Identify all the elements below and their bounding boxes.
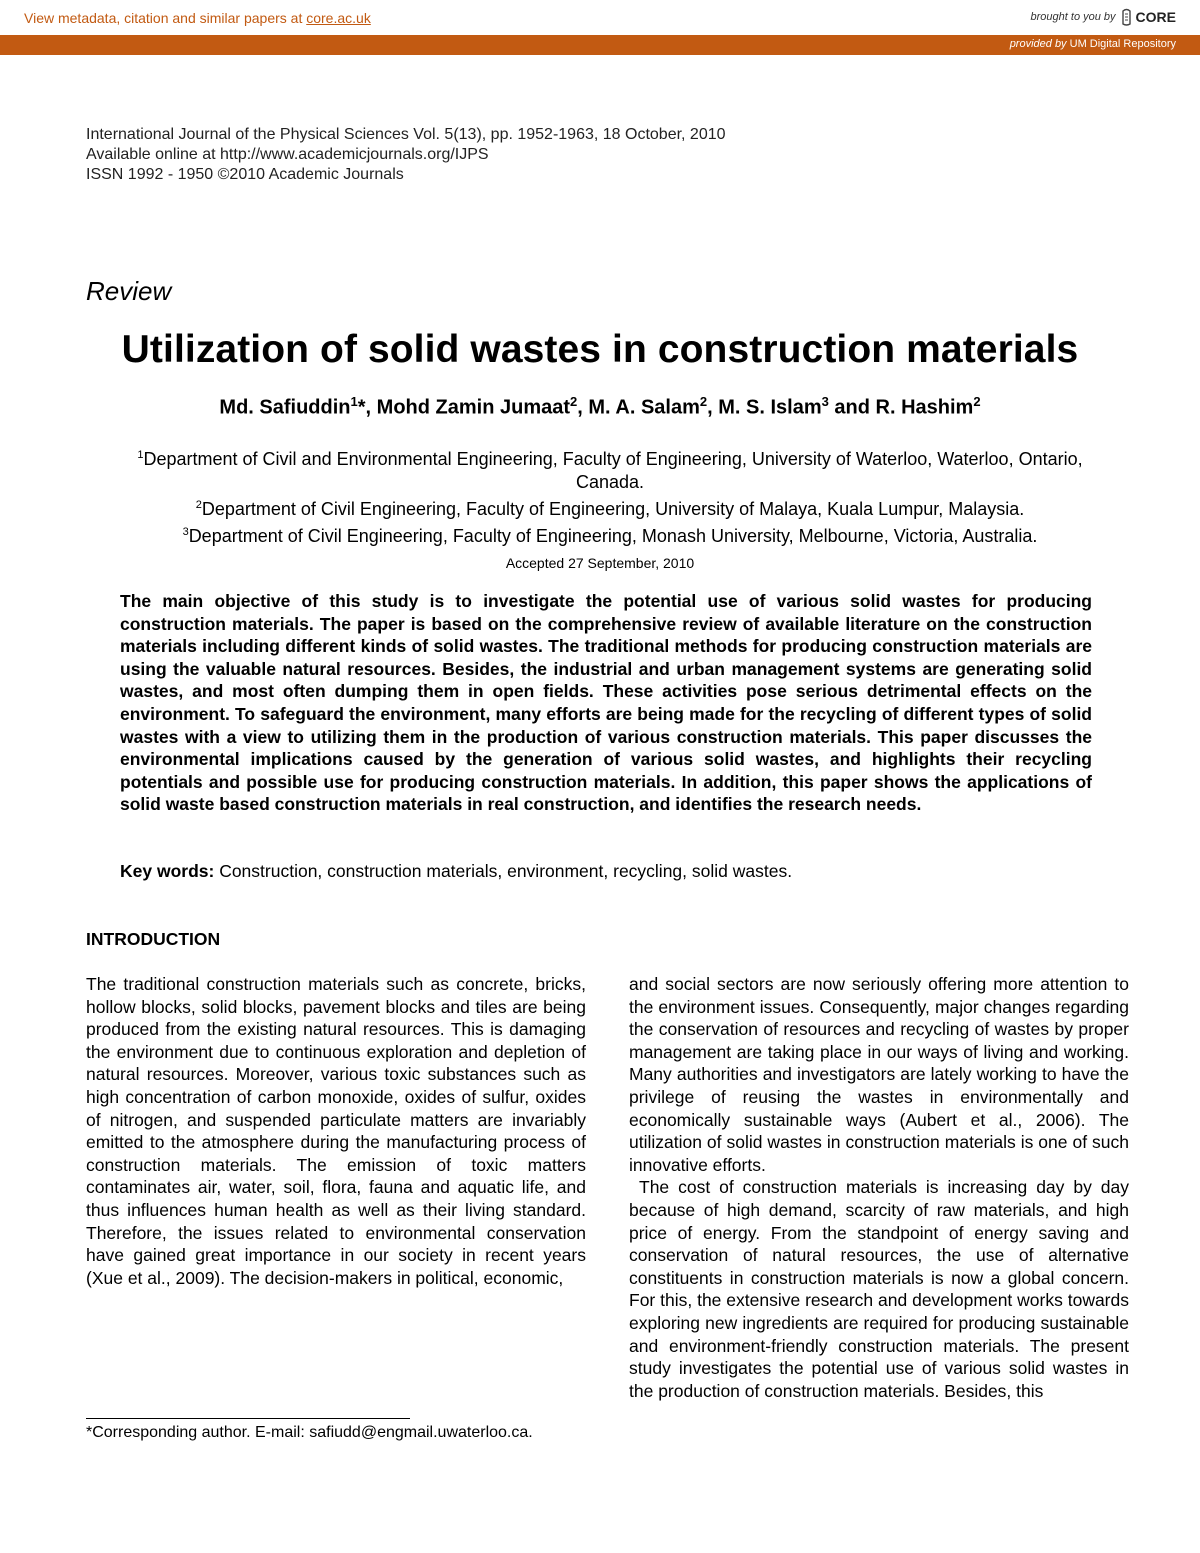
footnote-divider bbox=[86, 1418, 410, 1419]
author-separator: and bbox=[828, 396, 876, 419]
body-column-left bbox=[86, 973, 586, 1289]
journal-citation: International Journal of the Physical Sciences Vol. 5(13), pp. 1952-1963, 18 October, 2010 bbox=[86, 126, 726, 143]
article-type: Review bbox=[86, 276, 172, 306]
affiliation bbox=[120, 494, 1100, 521]
affiliation-text: Department of Civil Engineering, Faculty of Engineering, Monash University, Melbourne, Victoria, Australia. bbox=[188, 526, 1038, 546]
provided-by[interactable] bbox=[1010, 38, 1176, 50]
core-link-url[interactable]: core.ac.uk bbox=[306, 10, 371, 26]
author-separator: , bbox=[577, 396, 589, 419]
keywords-text: Construction, construction materials, environment, recycling, solid wastes. bbox=[214, 861, 793, 881]
affiliation bbox=[120, 444, 1100, 494]
body-column-right bbox=[629, 973, 1129, 1402]
affiliation-sup: 3 bbox=[182, 526, 189, 538]
author-name: M. A. Salam bbox=[588, 396, 700, 419]
keywords bbox=[120, 861, 792, 882]
body-paragraph: and social sectors are now seriously offering more attention to the environment issues. Consequently, major changes regarding the conservation of resources and recycling of wastes by proper management are taking place in our ways of living and working. Many authorities and investigators are lately working to have the privilege of reusing the wastes in environmentally and economically sustainable ways (Aubert et al., 2006). The utilization of solid wastes in construction materials is one of such innovative efforts. bbox=[629, 974, 1129, 1175]
journal-info bbox=[86, 125, 726, 185]
core-metadata-link[interactable] bbox=[24, 10, 371, 26]
accepted-date: Accepted 27 September, 2010 bbox=[505, 555, 695, 571]
author-affil-sup: 3 bbox=[821, 394, 829, 409]
provided-by-repo: UM Digital Repository bbox=[1069, 38, 1176, 50]
affiliation-text: Department of Civil and Environmental Engineering, Faculty of Engineering, University of Waterloo, Waterloo, Ontario, Canada. bbox=[143, 449, 1083, 492]
core-link-prefix: View metadata, citation and similar papers at bbox=[24, 10, 307, 26]
core-logo-icon bbox=[1120, 8, 1133, 26]
brought-to-you-by bbox=[1031, 8, 1176, 26]
keywords-label: Key words: bbox=[120, 861, 215, 881]
affiliation-sup: 2 bbox=[195, 499, 202, 511]
author-name: R. Hashim bbox=[875, 396, 974, 419]
core-logo-text: CORE bbox=[1135, 9, 1176, 25]
author-separator: *, bbox=[357, 396, 377, 419]
section-heading-introduction: INTRODUCTION bbox=[86, 929, 221, 949]
core-logo[interactable] bbox=[1120, 8, 1176, 26]
affiliation bbox=[120, 521, 1100, 548]
affiliation-sup: 1 bbox=[137, 449, 144, 461]
affiliation-text: Department of Civil Engineering, Faculty of Engineering, University of Malaya, Kuala Lumpur, Malaysia. bbox=[201, 499, 1025, 519]
journal-online: Available online at http://www.academicjournals.org/IJPS bbox=[86, 146, 489, 163]
provided-by-label: provided by bbox=[1009, 38, 1067, 50]
journal-issn: ISSN 1992 - 1950 ©2010 Academic Journals bbox=[86, 166, 404, 183]
corresponding-author-footnote: *Corresponding author. E-mail: safiudd@engmail.uwaterloo.ca. bbox=[86, 1424, 533, 1441]
affiliations bbox=[120, 444, 1100, 548]
author-list bbox=[0, 394, 1200, 420]
paper-title: Utilization of solid wastes in construction materials bbox=[121, 328, 1079, 371]
author-name: Md. Safiuddin bbox=[219, 396, 351, 419]
author-name: M. S. Islam bbox=[718, 396, 822, 419]
author-separator: , bbox=[707, 396, 719, 419]
abstract: The main objective of this study is to investigate the potential use of various solid wastes for producing construction materials. The paper is based on the comprehensive review of available literature on the construction materials including different kinds of solid wastes. The traditional methods for producing construction materials are using the valuable natural resources. Besides, the industrial and urban management systems are generating solid wastes, and most often dumping them in open fields. These activities pose serious detrimental effects on the environment. To safeguard the environment, many efforts are being made for the recycling of different types of solid wastes with a view to utilizing them in the production of various construction materials. This paper discusses the environmental implications caused by the generation of various solid wastes, and highlights their recycling potentials and possible use for producing construction materials. In addition, this paper shows the applications of solid waste based construction materials in real construction, and identifies the research needs. bbox=[120, 591, 1092, 815]
brought-to-you-label: brought to you by bbox=[1030, 11, 1116, 23]
body-paragraph: The cost of construction materials is increasing day by day because of high demand, scarcity of raw materials, and high price of energy. From the standpoint of energy saving and conservation of natural resources, the use of alternative constituents in construction materials is now a global concern. For this, the extensive research and development works towards exploring new ingredients are required for producing sustainable and environment-friendly construction materials. The present study investigates the potential use of various solid wastes in the production of construction materials. Besides, this bbox=[629, 1177, 1129, 1401]
author-affil-sup: 2 bbox=[570, 394, 578, 409]
author-affil-sup: 1 bbox=[350, 394, 358, 409]
author-name: Mohd Zamin Jumaat bbox=[376, 396, 571, 419]
author-affil-sup: 2 bbox=[699, 394, 708, 409]
body-paragraph: The traditional construction materials such as concrete, bricks, hollow blocks, solid blocks, pavement blocks and tiles are being produced from the existing natural resources. This is damaging the environment due to continuous exploration and depletion of natural resources. Moreover, various toxic substances such as high concentration of carbon monoxide, oxides of sulfur, oxides of nitrogen, and suspended particulate matters are invariably emitted to the atmosphere during the manufacturing process of construction materials. The emission of toxic matters contaminates air, water, soil, flora, fauna and aquatic life, and thus influences human health as well as their living standard. Therefore, the issues related to environmental conservation have gained great importance in our society in recent years (Xue et al., 2009). The decision-makers in political, economic, bbox=[86, 974, 586, 1288]
author-affil-sup: 2 bbox=[973, 394, 981, 409]
core-banner bbox=[0, 0, 1200, 36]
